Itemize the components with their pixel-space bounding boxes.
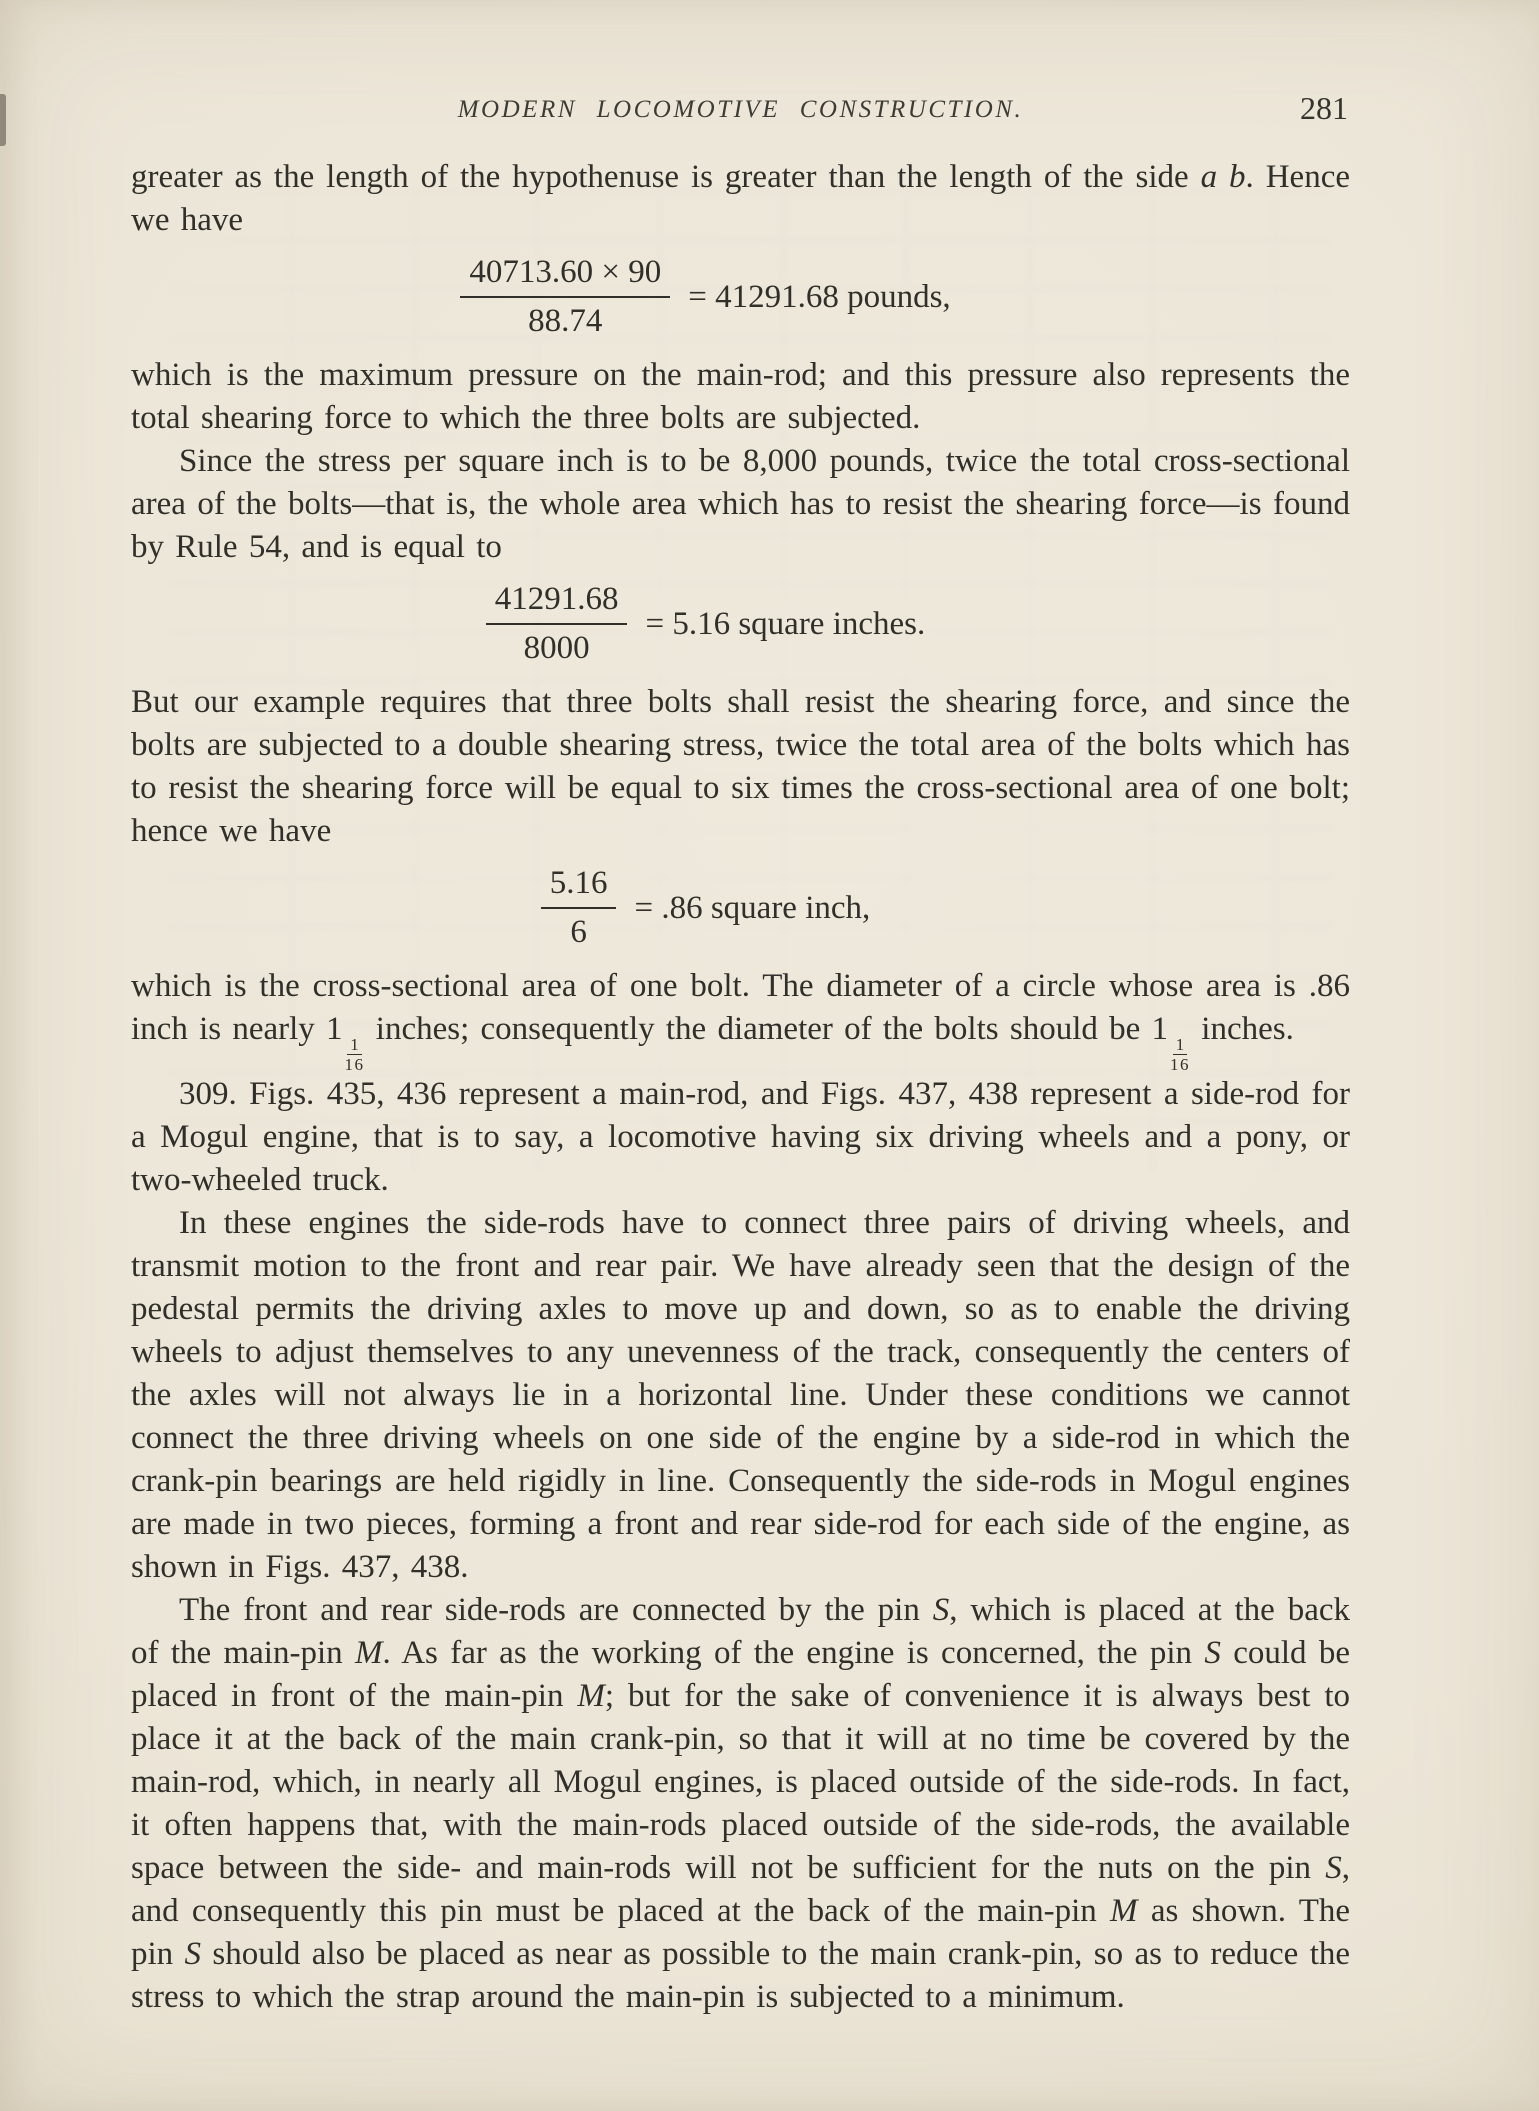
running-title: MODERN LOCOMOTIVE CONSTRUCTION. (457, 96, 1024, 123)
equation-result: = 41291.68 pounds, (688, 278, 951, 315)
inline-fraction-denominator: 16 (344, 1055, 365, 1074)
variable-s: S (184, 1936, 202, 1972)
paragraph-stress-per-inch (131, 440, 1350, 569)
equation-total-area (96, 579, 1315, 669)
variable-s: S (932, 1592, 950, 1628)
text-run: which is the cross-sectional area of one bolt. The diameter of a circle whose area is .86 inch is nearly 1 (131, 968, 1350, 1047)
text-run: , and consequently this pin must be placed at the back of the main-pin (131, 1850, 1350, 1929)
scan-edge-artifact (0, 94, 6, 146)
paragraph-hypothenuse (131, 156, 1350, 242)
text-run: 309. Figs. 435, 436 represent a main-rod, and Figs. 437, 438 represent a side-rod for a Mogul engine, that is to say, a locomotive having six driving wheels and a pony, or two-wheeled truck. (131, 1076, 1350, 1198)
text-run: greater as the length of the hypothenuse is greater than the length of the side (131, 159, 1201, 195)
text-run: , which is placed at the back of the main-pin (131, 1592, 1350, 1671)
fraction (486, 579, 628, 669)
text-run: inches; consequently the diameter of the bolts should be 1 (364, 1011, 1169, 1047)
page-number: 281 (1300, 90, 1348, 126)
equation-result: = 5.16 square inches. (645, 605, 926, 642)
fraction-denominator: 6 (570, 914, 587, 950)
text-run: The front and rear side-rods are connected by the pin (179, 1592, 933, 1628)
text-column (131, 90, 1350, 2019)
paragraph-side-rods (131, 1202, 1350, 1589)
variable-m: M (577, 1678, 605, 1714)
fraction (541, 863, 617, 953)
paragraph-three-bolts (131, 681, 1350, 853)
paragraph-pin-s (131, 1589, 1350, 2019)
text-run: inches. (1190, 1011, 1294, 1047)
text-run: should also be placed as near as possible to the main crank-pin, so as to reduce the stress to which the strap around the main-pin is subjected to a minimum. (131, 1936, 1351, 2015)
equation-one-bolt-area (96, 863, 1315, 953)
fraction (460, 252, 670, 342)
variable-s: S (1325, 1850, 1342, 1886)
text-run: which is the maximum pressure on the main-rod; and this pressure also represents the total shearing force to which the three bolts are subjected. (131, 357, 1350, 436)
fraction-numerator: 40713.60 × 90 (460, 252, 670, 298)
variable-m: M (354, 1635, 383, 1671)
variable-s: S (1204, 1635, 1221, 1671)
fraction-denominator: 88.74 (528, 303, 603, 339)
page-body (131, 156, 1350, 2019)
page-header (131, 90, 1350, 136)
text-run: . Hence we have (131, 159, 1350, 238)
inline-fraction-numerator: 1 (1173, 1036, 1188, 1055)
paragraph-bolt-diameter (131, 965, 1350, 1073)
equation-max-pressure (96, 252, 1315, 342)
inline-fraction-numerator: 1 (347, 1036, 362, 1055)
inline-fraction-1-16 (345, 1036, 365, 1073)
variable-ab: a b (1200, 159, 1246, 195)
fraction-denominator: 8000 (523, 630, 590, 666)
text-run: . As far as the working of the engine is concerned, the pin (382, 1635, 1205, 1671)
fraction-numerator: 41291.68 (486, 579, 628, 625)
text-run: In these engines the side-rods have to connect three pairs of driving wheels, and transmit motion to the front and rear pair. We have already seen that the design of the pedestal permits the driving axles to move up and down, so as to enable the driving wheels to adjust themselves to any unevenness of the track, consequently the centers of the axles will not always lie in a horizontal line. Under these conditions we cannot connect the three driving wheels on one side of the engine by a side-rod in which the crank-pin bearings are held rigidly in line. Consequently the side-rods in Mogul engines are made in two pieces, forming a front and rear side-rod for each side of the engine, as shown in Figs. 437, 438. (131, 1205, 1350, 1585)
text-run: as shown. The pin (131, 1893, 1351, 1972)
text-run: But our example requires that three bolts shall resist the shearing force, and since the bolts are subjected to a double shearing stress, twice the total area of the bolts which has to resist the shearing force will be equal to six times the cross-sectional area of one bolt; hence we have (131, 684, 1350, 849)
equation-result: = .86 square inch, (634, 889, 871, 926)
inline-fraction-1-16 (1170, 1036, 1190, 1073)
text-run: Since the stress per square inch is to be 8,000 pounds, twice the total cross-sectional area of the bolts—that is, the whole area which has to resist the shearing force—is found by Rule 54, and is equal to (131, 443, 1350, 565)
text-run: ; but for the sake of convenience it is always best to place it at the back of the main crank-pin, so that it will at no time be covered by the main-rod, which, in nearly all Mogul engines, is placed outside of the side-rods. In fact, it often happens that, with the main-rods placed outside of the side-rods, the available space between the side- and main-rods will not be sufficient for the nuts on the pin (131, 1678, 1350, 1886)
variable-m: M (1110, 1893, 1138, 1929)
text-run: could be placed in front of the main-pin (131, 1635, 1350, 1714)
paragraph-max-pressure (131, 354, 1350, 440)
paragraph-309-figs (131, 1073, 1350, 1202)
fraction-numerator: 5.16 (541, 863, 617, 909)
inline-fraction-denominator: 16 (1170, 1055, 1191, 1074)
